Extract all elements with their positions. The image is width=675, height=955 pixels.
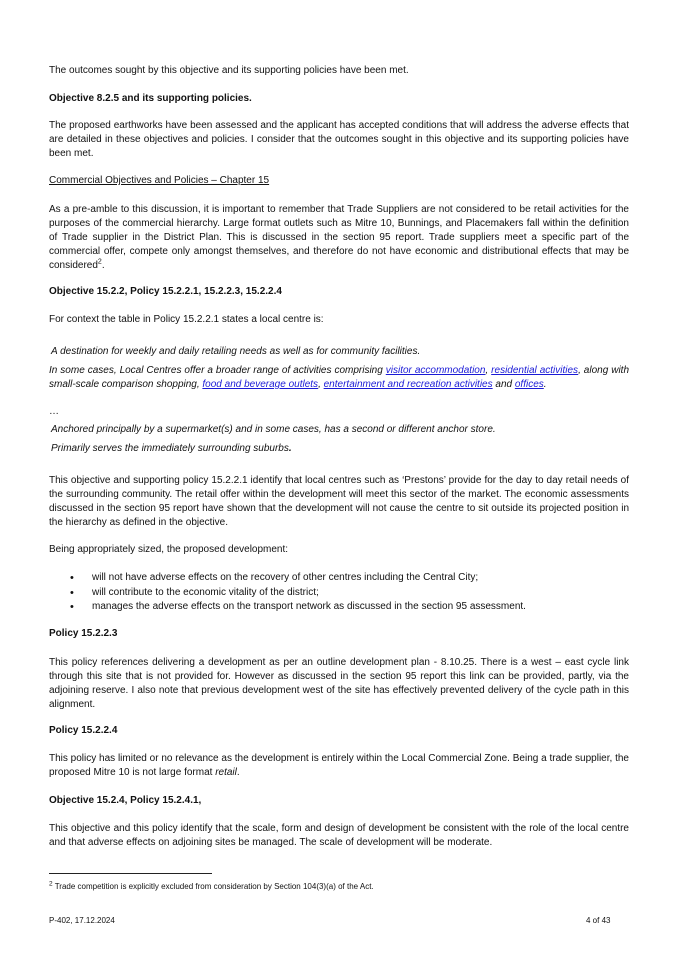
link-food-beverage-outlets[interactable]: food and beverage outlets [202, 379, 319, 390]
heading-commercial-objectives: Commercial Objectives and Policies – Chapter 15 [49, 175, 270, 186]
paragraph-preamble [49, 203, 629, 273]
retail-italic: retail [215, 767, 237, 778]
ellipsis: … [49, 406, 59, 417]
quote-text-3: , along with small-scale comparison shopping, [49, 365, 630, 390]
heading-policy-15-2-2-4: Policy 15.2.2.4 [49, 725, 118, 736]
footnote-text: Trade competition is explicitly excluded from consideration by Section 104(3)(a) of the Act. [52, 882, 374, 891]
quote-text-6: . [543, 379, 547, 390]
footnote [49, 881, 374, 892]
limited-relevance-end: . [236, 767, 240, 778]
preamble-text: As a pre-amble to this discussion, it is important to remember that Trade Suppliers are not considered to be retail activities for the purposes of the commercial hierarchy. Large format outlets such as Mitre 10, Bunnings, and Placemakers fall within the definition of Trade supplier in the District Plan. This is discussed in the section 95 report. Trade suppliers meet a specific part of the commercial offer, compete only amongst themselves, and therefore do not have economic and distributional effects that may be considered [49, 204, 629, 271]
link-residential-activities[interactable]: residential activities [491, 365, 579, 376]
quote-text-4: , [318, 379, 324, 390]
paragraph-appropriately-sized: Being appropriately sized, the proposed development: [49, 544, 289, 555]
paragraph-context: For context the table in Policy 15.2.2.1 states a local centre is: [49, 314, 324, 325]
quote-text-1: In some cases, Local Centres offer a broader range of activities comprising [49, 365, 386, 376]
footer-page-number: 4 of 43 [586, 916, 611, 925]
paragraph-local-centres: This objective and supporting policy 15.2.2.1 identify that local centres such as ‘Prestons’ provide for the day to day retail needs of the surrounding community. The retail offer within the development will meet this sector of the market. The economic assessments discussed in the section 95 report have shown that the development will not cause the centre to sit outside its projected position in the hierarchy as defined in the objective. [49, 475, 629, 528]
footnote-ref[interactable]: 2 [97, 258, 102, 266]
quote-local-centres [49, 364, 629, 392]
link-visitor-accommodation[interactable]: visitor accommodation [385, 365, 486, 376]
quote-primarily-serves [51, 442, 631, 456]
quote-text-2: , [485, 365, 492, 376]
limited-relevance-text: This policy has limited or no relevance as the development is entirely within the Local Commercial Zone. Being a trade supplier, the proposed Mitre 10 is not large format [49, 753, 629, 778]
paragraph-earthworks: The proposed earthworks have been assessed and the applicant has accepted conditions that will address the adverse effects that are detailed in these objectives and policies. I consider that the outcomes sought in this objective and its supporting policies have been met. [49, 120, 629, 159]
paragraph-scale-form-design: This objective and this policy identify that the scale, form and design of development be consistent with the role of the local centre and that adverse effects on adjoining sites be managed. The scale of development will be moderate. [49, 823, 629, 848]
list-item: • manages the adverse effects on the transport network as discussed in the section 95 assessment. [49, 600, 629, 615]
heading-objective-8-2-5: Objective 8.2.5 and its supporting policies. [49, 93, 252, 104]
quote-anchored: Anchored principally by a supermarket(s) and in some cases, has a second or different anchor store. [51, 424, 496, 435]
footnote-divider [49, 873, 212, 874]
preamble-end: . [101, 260, 105, 271]
footer-document-ref: P-402, 17.12.2024 [49, 916, 115, 925]
list-item: • will not have adverse effects on the recovery of other centres including the Central City; [49, 571, 629, 586]
footnote-number: 2 [49, 880, 53, 888]
paragraph-limited-relevance [49, 752, 629, 780]
paragraph-outcomes: The outcomes sought by this objective and its supporting policies have been met. [49, 65, 409, 76]
quote-text-5: and [492, 379, 515, 390]
link-offices[interactable]: offices [514, 379, 544, 390]
heading-objective-15-2-4: Objective 15.2.4, Policy 15.2.4.1, [49, 795, 202, 806]
paragraph-outline-development-plan: This policy references delivering a development as per an outline development plan - 8.10.25. There is a west – east cycle link through this site that is not provided for. However as discussed in the section 95 report this link can be provided, partly, via the adjoining reserve. I also note that previous development west of the site has effectively prevented delivery of the cycle path in this alignment. [49, 657, 629, 710]
development-effects-list [49, 571, 629, 615]
heading-policy-15-2-2-3: Policy 15.2.2.3 [49, 628, 118, 639]
heading-objective-15-2-2: Objective 15.2.2, Policy 15.2.2.1, 15.2.2.3, 15.2.2.4 [49, 286, 282, 297]
link-entertainment-recreation[interactable]: entertainment and recreation activities [323, 379, 493, 390]
quote-destination: A destination for weekly and daily retailing needs as well as for community facilities. [51, 346, 421, 357]
list-item: • will contribute to the economic vitality of the district; [49, 586, 629, 601]
quote-serves-text: Primarily serves the immediately surrounding suburbs [51, 443, 289, 454]
quote-serves-end: . [288, 443, 292, 454]
